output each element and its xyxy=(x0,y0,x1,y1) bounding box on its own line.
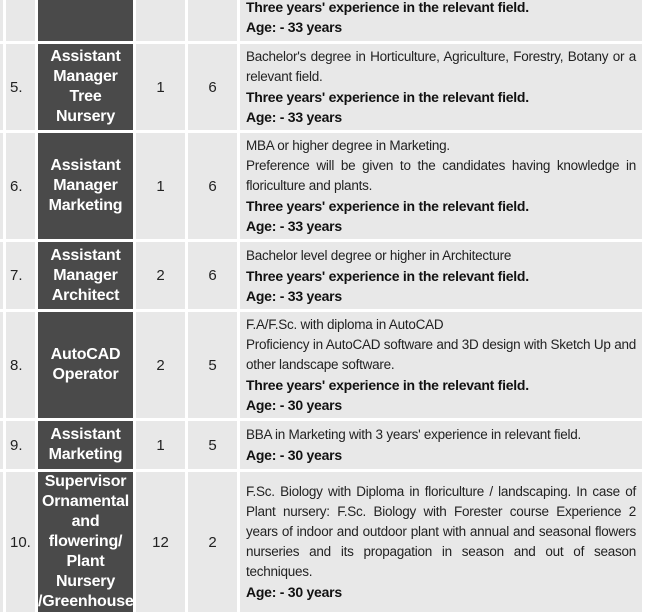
qualification-cell xyxy=(240,312,645,421)
qualification-cell xyxy=(240,472,645,615)
bps-grade: 6 xyxy=(188,242,240,312)
table-row xyxy=(0,44,645,133)
serial-number: 8. xyxy=(6,312,38,421)
post-count: 2 xyxy=(136,312,188,421)
qualification-cell xyxy=(240,44,645,133)
post-count: 1 xyxy=(136,421,188,472)
qualification-text: F.Sc. Biology with Diploma in floriculture / landscaping. In case of Plant nursery: F.Sc. Biology with Forester course Experience 2 years of indoor and outdoor plant with annual and seasonal flowers nurseries and its propagation in season and out of season techniques. xyxy=(246,484,636,579)
post-title: Assistant Manager Architect xyxy=(38,242,136,312)
serial-number: 5. xyxy=(6,44,38,133)
age-limit: Age: - 30 years xyxy=(246,397,342,413)
age-limit: Age: - 33 years xyxy=(246,218,342,234)
table-row xyxy=(0,421,645,472)
age-limit: Age: - 33 years xyxy=(246,109,342,125)
table-row xyxy=(0,242,645,312)
bps-grade: 6 xyxy=(188,133,240,242)
serial-number: 6. xyxy=(6,133,38,242)
age-limit: Age: - 33 years xyxy=(246,287,342,304)
qualification-cell xyxy=(240,421,645,472)
post-count: 1 xyxy=(136,133,188,242)
qualification-text: F.A/F.Sc. with diploma in AutoCAD xyxy=(246,317,444,332)
qualification-text: MBA or higher degree in Marketing. xyxy=(246,138,450,153)
post-count: 2 xyxy=(136,242,188,312)
experience-requirement: Three years' experience in the relevant field. xyxy=(246,377,529,393)
post-count xyxy=(136,0,188,44)
bps-grade: 2 xyxy=(188,472,240,615)
serial-number xyxy=(6,0,38,44)
bps-grade xyxy=(188,0,240,44)
table-row xyxy=(0,472,645,615)
qualification-text: Bachelor level degree or higher in Architecture xyxy=(246,247,512,263)
post-count: 12 xyxy=(136,472,188,615)
bps-grade: 5 xyxy=(188,312,240,421)
post-title: Assistant Manager Marketing xyxy=(38,133,136,242)
qualification-text: BBA in Marketing with 3 years' experience in relevant field. xyxy=(246,427,582,442)
qualification-cell xyxy=(240,242,645,312)
experience-requirement: Three years' experience in the relevant field. xyxy=(246,89,529,105)
table-row xyxy=(0,133,645,242)
qualification-cell xyxy=(240,133,645,242)
serial-number: 7. xyxy=(6,242,38,312)
age-limit: Age: - 33 years xyxy=(246,18,342,35)
qualification-text: Proficiency in AutoCAD software and 3D design with Sketch Up and other landscape software. xyxy=(246,337,636,372)
qualification-text: Bachelor's degree in Horticulture, Agriculture, Forestry, Botany or a relevant field. xyxy=(246,49,636,84)
serial-number: 9. xyxy=(6,421,38,472)
table-row xyxy=(0,0,645,44)
serial-number: 10. xyxy=(6,472,38,615)
post-title: Assistant Manager Tree Nursery xyxy=(38,44,136,133)
experience-requirement: Three years' experience in the relevant field. xyxy=(246,0,529,15)
qualification-text: Preference will be given to the candidates having knowledge in floriculture and plants. xyxy=(246,158,636,193)
qualification-cell xyxy=(240,0,645,44)
table-row xyxy=(0,312,645,421)
post-title xyxy=(38,0,136,44)
age-limit: Age: - 30 years xyxy=(246,584,342,600)
post-title: AutoCAD Operator xyxy=(38,312,136,421)
post-count: 1 xyxy=(136,44,188,133)
age-limit: Age: - 30 years xyxy=(246,447,342,463)
bps-grade: 6 xyxy=(188,44,240,133)
experience-requirement: Three years' experience in the relevant field. xyxy=(246,267,529,284)
bps-grade: 5 xyxy=(188,421,240,472)
post-title: Assistant Marketing xyxy=(38,421,136,472)
experience-requirement: Three years' experience in the relevant field. xyxy=(246,198,529,214)
post-title: Supervisor Ornamental and flowering/ Plant Nursery /Greenhouse xyxy=(38,472,136,615)
